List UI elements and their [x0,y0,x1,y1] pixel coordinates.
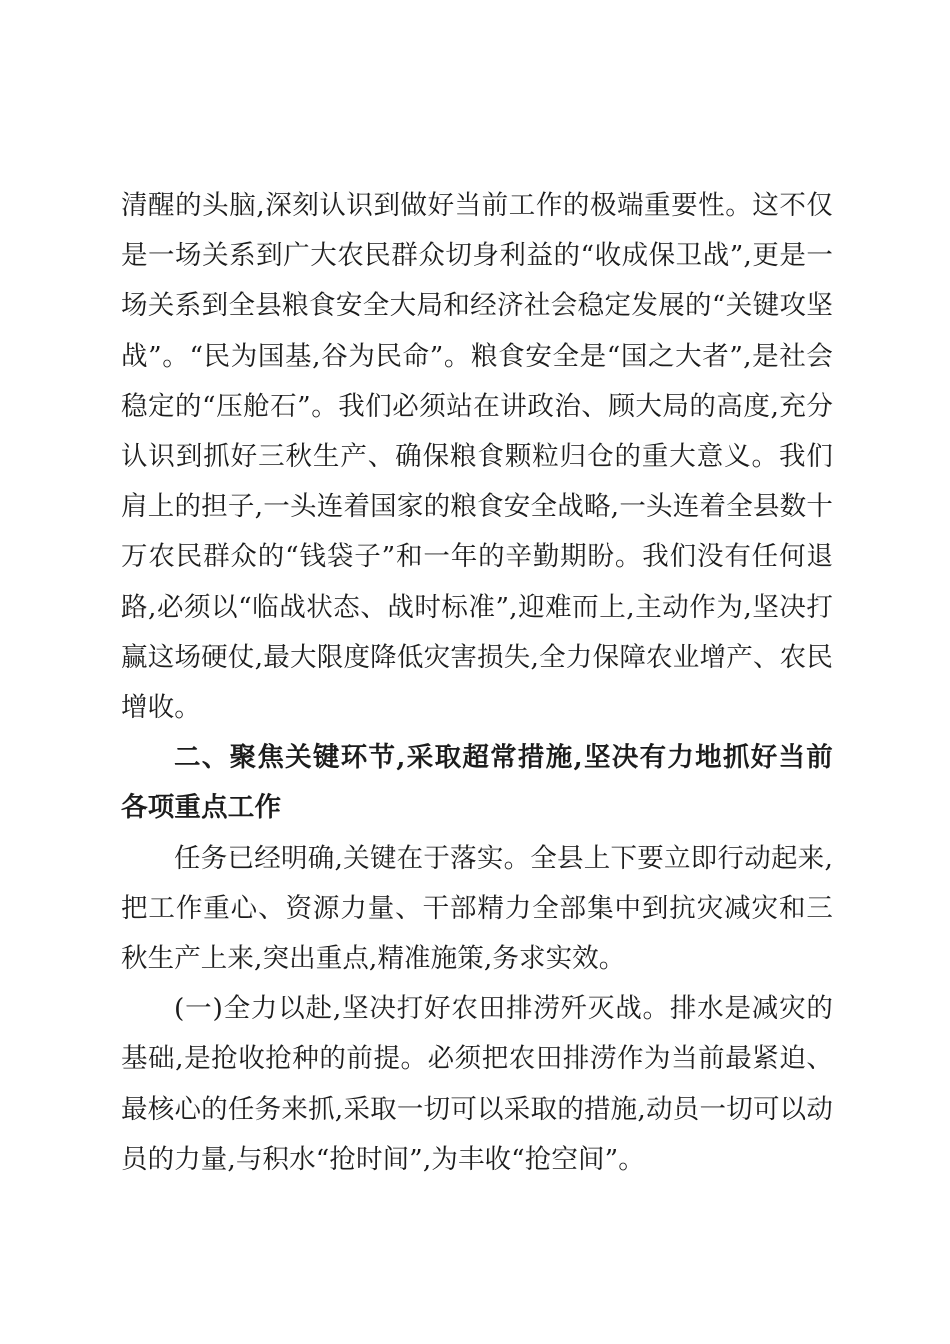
section-heading-two: 二、聚焦关键环节,采取超常措施,坚决有力地抓好当前各项重点工作 [121,742,833,824]
page-blank-footer-area [0,1180,950,1344]
document-text-column [121,181,833,1185]
paragraph-continued: 清醒的头脑,深刻认识到做好当前工作的极端重要性。这不仅是一场关系到广大农民群众切身利益的“收成保卫战”,更是一场关系到全县粮食安全大局和经济社会稳定发展的“关键攻坚战”。“民为国基,谷为民命”。粮食安全是“国之大者”,是社会稳定的“压舱石”。我们必须站在讲政治、顾大局的高度,充分认识到抓好三秋生产、确保粮食颗粒归仓的重大意义。我们肩上的担子,一头连着国家的粮食安全战略,一头连着全县数十万农民群众的“钱袋子”和一年的辛勤期盼。我们没有任何退路,必须以“临战状态、战时标准”,迎难而上,主动作为,坚决打赢这场硬仗,最大限度降低灾害损失,全力保障农业增产、农民增收。 [121,190,833,724]
paragraph-tasks: 任务已经明确,关键在于落实。全县上下要立即行动起来,把工作重心、资源力量、干部精力全部集中到抗灾减灾和三秋生产上来,突出重点,精准施策,务求实效。 [121,842,833,975]
paragraph-subsection-one: (一)全力以赴,坚决打好农田排涝歼灭战。排水是减灾的基础,是抢收抢种的前提。必须把农田排涝作为当前最紧迫、最核心的任务来抓,采取一切可以采取的措施,动员一切可以动员的力量,与积水“抢时间”,为丰收“抢空间”。 [121,993,833,1175]
